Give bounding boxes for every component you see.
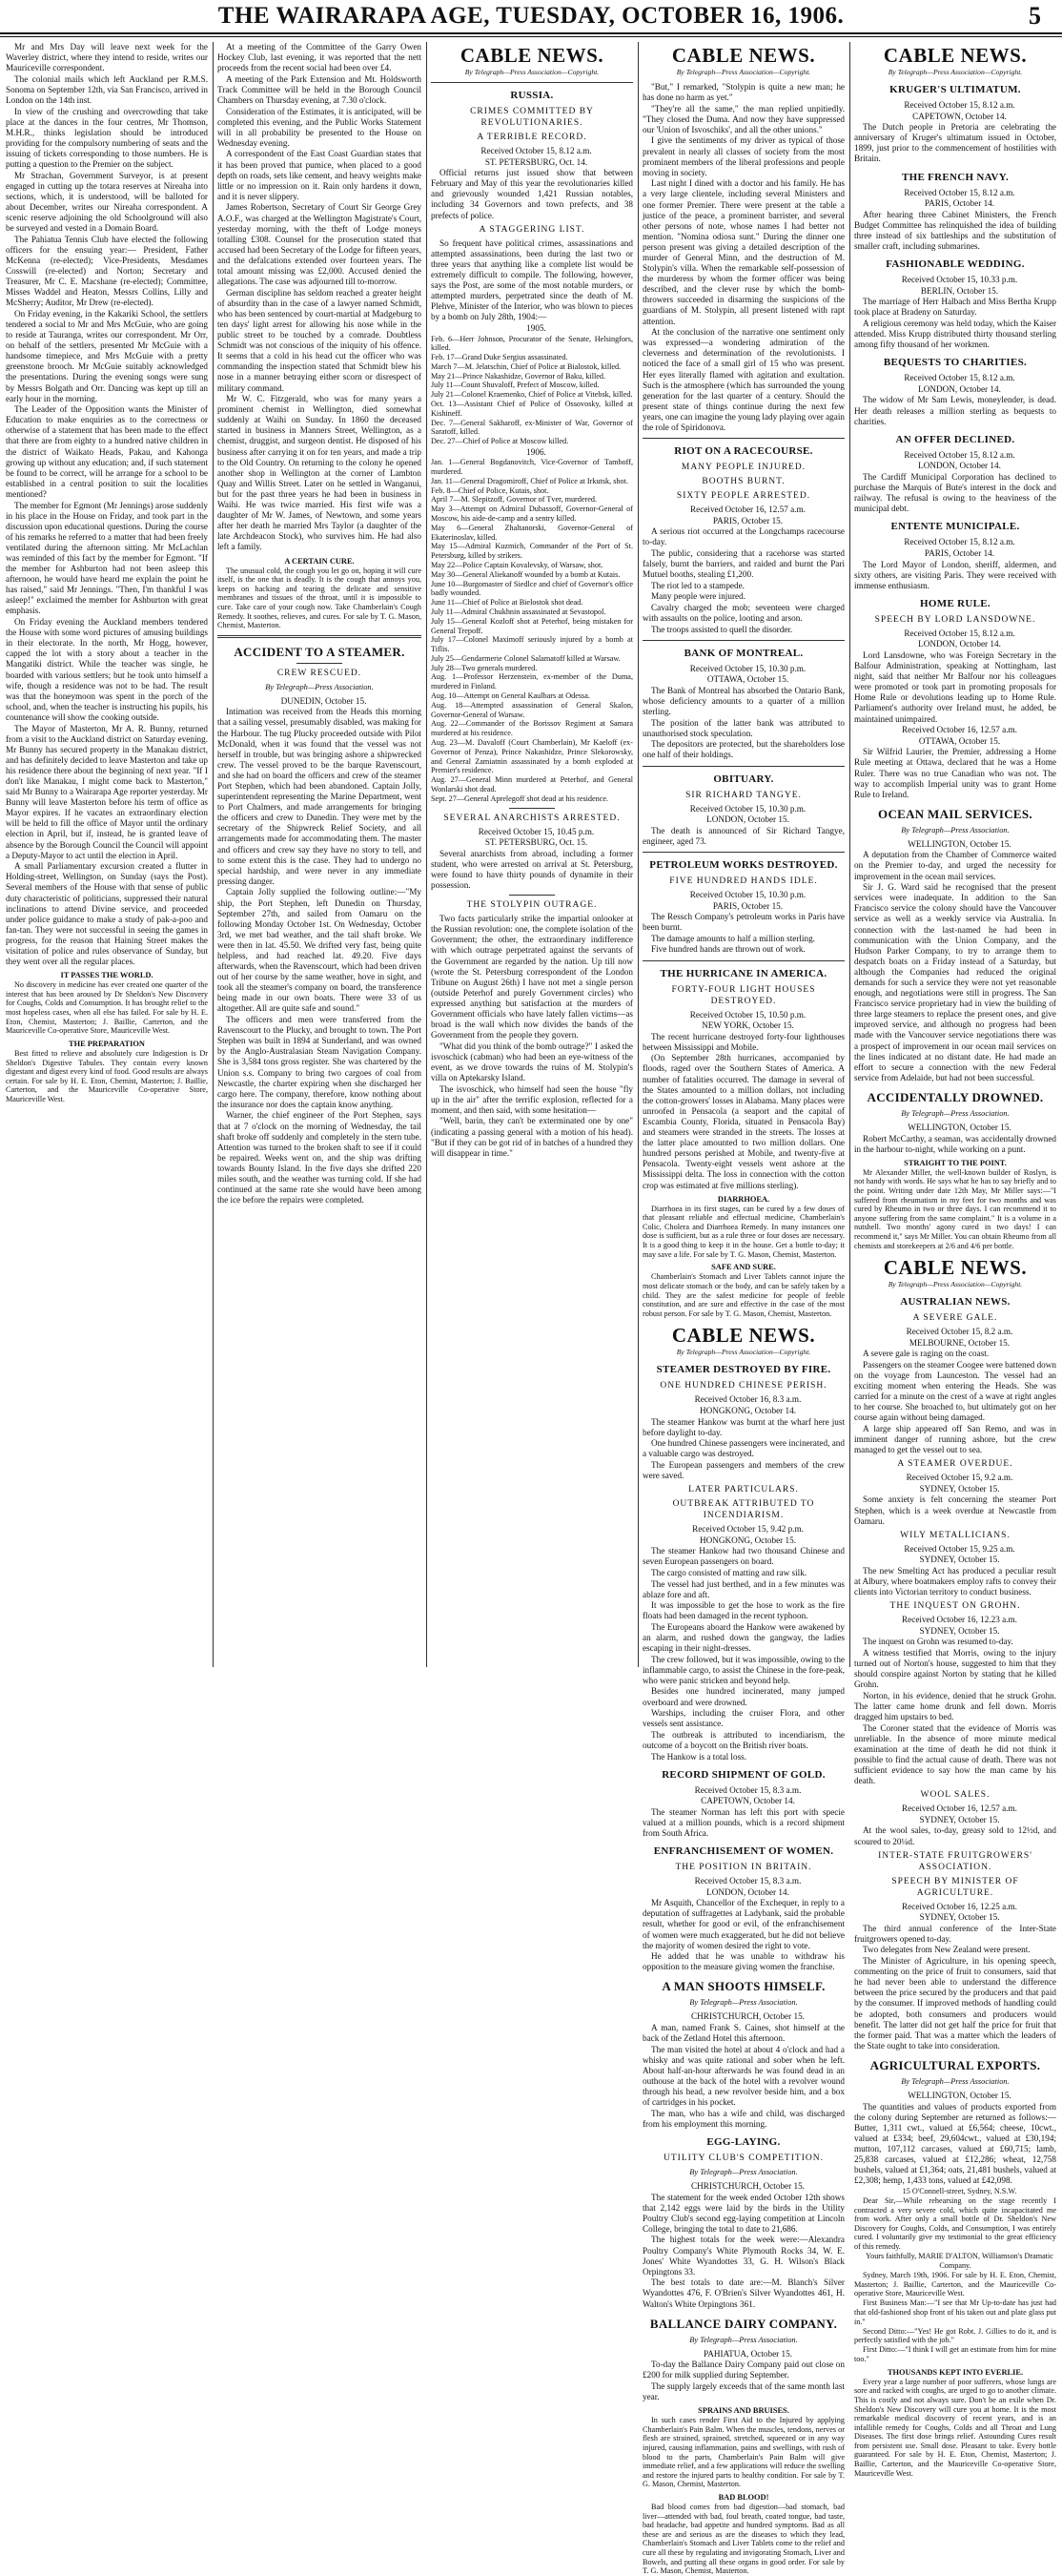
dateline: SYDNEY, October 15. [919,1912,1000,1923]
received-time: Received October 16, 8.3 a.m. [694,1394,802,1405]
dateline: PARIS, October 15. [712,900,784,911]
paragraph: Two facts particularly strike the impartial onlooker at the Russian revolution: one, the complete isolation of the Government; the other, the extraordinary indifference with which outrage perpetrated against the servants of the Government are regarded by the nation. Up till now (wrote the St. Petersburg correspondent of the London Tribune on August 26th) I have not met a single person (outside Peterhof and purely Government circles) who expressed anything but satisfaction at the murders of Government officials who have lately fallen victims—as broad is the wall which now divides the bands of the Government from the people they govern. [431,914,633,1041]
paragraph: Mr W. C. Fitzgerald, who was for many years a prominent chemist in Wellington, died somewhat suddenly at Waihi on Sunday. In 1860 the deceased started in business in Manners Street, Wellington, as a chemist, druggist, and surgeon dentist. He disposed of his business after carrying it on for ten years, and made a trip to the Old Country. On returning to the colony he opened another shop in Wellington at the corner of Lambton Quay and Willis Street. Later on he settled in Wanganui, but for the past three years he had been in business in Waihi. He was twice married. His first wife was a daughter of Mr W. James, of Newtown, and some years after her death he married Mrs Taylor (a daughter of the late Archdeacon Stock), who survives him. He had also left a family. [217,394,421,552]
paragraph: The man, who has a wife and child, was discharged from his employment this morning. [643,2108,845,2129]
subheadline: CREW RESCUED. [276,668,362,678]
paragraph: A man, named Frank S. Caines, shot himself at the back of the Zetland Hotel this afternoon. [643,2023,845,2044]
paragraph: The best totals to date are:—M. Blanch's Silver Wyandottes 476, F. O'Brien's Silver Wyandottes 461, H. Walton's White Orpingtons 361. [643,2277,845,2309]
paragraph: The new Smelting Act has produced a peculiar result at Albury, where boatmakers employ rafts to convey their clients into Victorian territory to conduct business. [854,1565,1056,1597]
section-rule [643,766,845,767]
paragraph: First Ditto:—"I think I will get an estimate from him for mine too." [854,2345,1056,2364]
headline: ACCIDENT TO A STEAMER. [234,644,405,659]
paragraph: "But," I remarked, "Stolypin is quite a new man; he has done no harm as yet." [643,82,845,103]
subheadline: THE INQUEST ON GROHN. [889,1601,1021,1612]
headline: THE FRENCH NAVY. [901,171,1010,183]
paragraph: On Friday evening, in the Kakariki School, the settlers tendered a social to Mr and Mrs McGuie, who are going to reside at Tauranga, writes our correspondent. Mr Orr, on behalf of the settlers, presented Mr McGuie with a handsome timepiece, and Mrs McGuie with a pretty greenstone brooch. Mr McGuie suitably acknowledged the presentations. During the evening songs were sung by Messrs Bolgath and Orr. Dancing was kept up till an early hour in the morning. [6,308,208,403]
paragraph: The steamer Hankow had two thousand Chinese and seven European passengers on board. [643,1546,845,1567]
received-time: Received October 15, 9.42 p.m. [692,1524,804,1535]
paragraph: The death is announced of Sir Richard Tangye, engineer, aged 73. [643,825,845,846]
headline: PETROLEUM WORKS DESTROYED. [649,858,838,871]
dateline: DUNEDIN, October 15. [280,695,367,706]
paragraph: The inquest on Grohn was resumed to-day. [863,1637,1013,1647]
dateline: HONGKONG, October 15. [699,1535,797,1545]
cable-news-banner: CABLE NEWS. [460,44,604,67]
received-time: Received October 15, 8.3 a.m. [694,1784,802,1795]
paragraph: I give the sentiments of my driver as typical of those prevalent in nearly all classes of society from the most prominent members of the liberal professions and people moving in society. [643,135,845,177]
advertisement-title: THE PREPARATION [69,1039,145,1048]
headline: BEQUESTS TO CHARITIES. [883,357,1028,369]
chronology-list: Jan. 1—General Bogdanovitch, Vice-Governor of Tamboff, murdered. Jan. 11—General Dragomiroff, Chief of Police at Irkutsk, shot. Feb. 8—Chief of Police, Kutais, shot. April 7—M. Slepitzoff, Governor of Tver, murdered. May 3—Attempt on Admiral Dubassoff, Governor-General of Moscow, his aide-de-camp and a sentry killed. May 6—General Zhaltanorski, Governor-General of Ekaterinoslav, killed. May 15—Admiral Kuzmich, Commander of the Port of St. Petersburg, killed by strikers. May 22—Police Captain Kovalevsky, of Warsaw, shot. May 30—General Aliekanoff wounded by a bomb at Kutais. June 10—Burgomaster of Siedlce and chief of Governor's office badly wounded. June 11—Chief of Police at Bielostok shot dead. July 11—Admiral Chukhnin assassinated at Sevastopol. July 15—General Kozloff shot at Peterhof, being mistaken for General Trepoff. July 17—Colonel Maximoff seriously injured by a bomb at Tiflis. July 25—Gendarmerie Colonel Salamatoff killed at Warsaw. July 28—Two generals murdered. Aug. 1—Professor Herzenstein, ex-member of the Duma, murdered in Finland. Aug. 10—Attempt on General Kaulbars at Odessa. Aug. 18—Attempted assassination of General Skalon, Governor-General of Warsaw. Aug. 22—Commander of the Borissov Regiment at Samara murdered at his residence. Aug. 23—M. Davaloff (Court Chamberlain), Mr Kaeloff (ex-Governor of Penza), Prince Nakashidze, Prince Slekorowsky, and General Zamiatnin assassinated by a bomb exploded at Premier's residence. Aug. 27—General Minn murdered at Peterhof, and General Wonlarski shot dead. Sept. 27—General Aprelegoff shot dead at his residence. [431,458,633,803]
paragraph: The officers and men were transferred from the Ravenscourt to the Plucky, and brought to town. The Port Stephen was built in 1894 at Sunderland, and was owned by the Anglo-Australasian Steam Navigation Company. She is 3,584 tons gross register. She was chartered by the Union s.s. Company to bring two cargoes of coal from Newcastle, the charter expiring when she discharged her cargo here. The company, therefore, know nothing about the insurance nor does the captain know anything. [217,1015,421,1109]
page-number: 5 [1029,2,1041,30]
cable-news-banner: CABLE NEWS. [883,44,1028,67]
dateline: SYDNEY, October 15. [919,1814,1000,1824]
dateline: LONDON, October 14. [918,639,1001,649]
received-time: Received October 15, 8.12 a.m. [904,100,1015,110]
paragraph: On Friday evening the Auckland members tendered the House with some word pictures of amusing buildings in their electorate. In the north, Mr Hogg, however, capped the lot with a story about a teacher in the Mangatiki district. While the teacher was single, he boarded with various settlers; but he took unto himself a wife, though a residence was not to be had. The result was that the honeymoon was spent in the porch of the school, and, when the teacher is instructing his pupils, his countenance will show the cooking outside. [6,617,208,722]
paragraph: The Pahiatua Tennis Club have elected the following officers for the ensuing year:— President, Father McKenna (re-elected); Vice-Presidents, Mesdames Cosswill (re-elected) and Norton; Secretary and Treasurer, Mr C. E. Macshane (re-elected); Committee, Misses Waddel and Heaton, Messrs Collins, Lilly and McSherry; Auditor, Mr Drew (re-elected). [6,234,208,308]
byline: By Telegraph—Press Association. [689,2167,798,2176]
paragraph: The man visited the hotel at about 4 o'clock and had a whisky and was quite rational and sober when he left. About half-an-hour afterwards he was found dead in an outhouse at the back of the hotel with a revolver wound through his head, a new revolver beside him, and a box of cartridges in his pocket. [643,2044,845,2108]
advertisement-text: In such cases render First Aid to the Injured by applying Chamberlain's Pain Balm. When the muscles, tendons, nerves or flesh are strained, sprained, stretched, squeezed or in any way injured, causing inflammation, pains and swellings, with rush of blood to the parts, Chamberlain's Pain Balm will give immediate relief, and a few applications will reduce the swelling and restore the injured parts to healthy condition. For sale by T. G. Mason, Chemist, Masterton. [643,2416,845,2489]
paragraph: Passengers on the steamer Coogee were battened down on the voyage from Launceston. The vessel had an exciting moment when entering the Heads. She was carried for a minute on the crest of a wave at right angles to her course. She broached to, but ultimately got on her course again without being damaged. [854,1359,1056,1423]
paragraph: Several anarchists from abroad, including a former student, who were arrested on arrival at St. Petersburg, were found to have thirty pounds of dynamite in their possession. [431,848,633,891]
short-rule [509,808,555,809]
advertisement-title: BAD BLOOD! [718,2492,769,2502]
subheadline: A STAGGERING LIST. [479,224,585,235]
headline: RUSSIA. [510,90,554,101]
byline: By Telegraph—Press Association. [901,825,1010,835]
dateline: CHRISTCHURCH, October 15. [691,2011,805,2022]
received-time: Received October 15, 8.12 a.m. [904,449,1015,460]
received-time: Received October 15, 10.50 p.m. [689,1009,807,1020]
paragraph: Mr Asquith, Chancellor of the Exchequer, in reply to a deputation of suffragettes at Ladybank, said the probable result, whether for good or evil, of the enfranchisement of women were much exaggerated, but he did not believe the majority of women desired the right to vote. [643,1898,845,1950]
received-time: Received October 16, 12.23 a.m. [902,1615,1017,1625]
received-time: Received October 16, 12.57 a.m. [902,725,1017,735]
dateline: SYDNEY, October 15. [919,1483,1000,1494]
paragraph: Norton, in his evidence, denied that he struck Grohn. The latter came home drunk and fell down. Morris dragged him upstairs to bed. [854,1690,1056,1722]
dateline: CAPETOWN, October 14. [912,111,1007,121]
paragraph: Two delegates from New Zealand were present. [863,1945,1031,1955]
paragraph: The Minister of Agriculture, in his opening speech, commenting on the price of fruit to consumers, said that he had never been able to understand the difference between the price secured by the producers and that paid by the consumer. If improved methods of handling could be adopted, both consumers and producers would benefit. The latter did not get half the price for fruit that the former paid. That was a matter which the leaders of the State ought to take into consideration. [854,1956,1056,2050]
received-time: Received October 16, 12.25 a.m. [902,1901,1017,1911]
subheadline: CRIMES COMMITTED BY REVOLUTIONARIES. [470,107,594,128]
headline: KRUGER'S ULTIMATUM. [889,84,1021,95]
paragraph: Robert McCarthy, a seaman, was accidentally drowned in the harbour to-night, while working on a punt. [854,1133,1056,1154]
paragraph: The steamer Hankow was burnt at the wharf here just before daylight to-day. [643,1416,845,1437]
headline: STEAMER DESTROYED BY FIRE. [656,1364,831,1376]
headline: FASHIONABLE WEDDING. [886,258,1025,271]
advertisement-text: Bad blood comes from bad digestion—bad stomach, bad liver—attended with bad, foul breath, coated tongue, bad taste, bad headache, bad appetite and hundred symptoms. Bad as all these are and serious as are the diseases to which they lead, Chamberlain's Stomach and Liver Tablets come to the relief and cure all these by regulating and invigorating Stomach, Liver and Bowels, and putting all these organs in good order. For sale by T. G. Mason, Chemist, Masterton. [643,2503,845,2576]
paragraph: "They're all the same," the man replied unpitiedly. "They closed the Duma. And now they have suppressed our 'Union of Isvoschiks', and all the other unions." [643,103,845,134]
dateline: OTTAWA, October 15. [918,735,1001,746]
paragraph: Captain Jolly supplied the following outline:—"My ship, the Port Stephen, left Dunedin on Thursday, September 27th, and sailed from Oamaru on the following Monday October 1st. On Wednesday, October 3rd, we met bad weather, and the tail shaft broke. We were then in lat. 45.50. We drifted very fast, being quite helpless, and had reached lat. 49.20. Five days afterwards, when the Ravenscourt, which had been driven out of her course by the same weather, hove in sight, and took all the steamer's company on board, the transference being made in our own boats. There were 33 of us altogether. All are quite safe and sound." [217,887,421,1014]
subheadline: THE STOLYPIN OUTRAGE. [466,900,598,911]
letter-address: 15 O'Connell-street, Sydney, N.S.W. [902,2186,1017,2195]
paragraph: A serious riot occurred at the Longchamps racecourse to-day. [643,526,845,547]
byline: By Telegraph—Press Association. [689,1998,798,2008]
paragraph: It was impossible to get the hose to work as the fire floats had been damaged in the recent typhoon. [643,1600,845,1621]
paragraph: Warner, the chief engineer of the Port Stephen, says that at 7 o'clock on the morning of Wednesday, the tail shaft broke off suddenly and completely in the stern tube. Attention was turned to the broken shaft to see if it could be repaired. Weeks went on, and the ship was drifting towards Bounty Island. In the five days she drifted 220 miles south, and the weather was turning cold. If she had continued at the same rate she would have been among the ice before the repairs were completed. [217,1110,421,1206]
paragraph: (On September 28th hurricanes, accompanied by floods, raged over the Southern States of America. A number of fatalities occurred. The damage in several of the States amounted to a million dollars, not including the cotton-growers' losses in Alabama. Many places were unroofed in Pensacola (a seaport and the capital of Escambia County, Florida, situated in Pensacola Bay) and steamers were stranded in the streets. The losses at the latter place amounted to two million dollars. One hundred persons perished at Mobile, and twenty-five at Pensacola. Twenty-eight vessels went ashore at the Mississippi delta. The loss in connection with the cotton crop was estimated at five millions sterling). [643,1053,845,1190]
byline: By Telegraph—Press Association. [901,1108,1010,1118]
dateline: ST. PETERSBURG, Oct. 15. [484,837,588,848]
paragraph: The Dutch people in Pretoria are celebrating the anniversary of Kruger's ultimatum issued in October, 1899, just prior to the commencement of hostilities with Britain. [854,122,1056,164]
received-time: Received October 15, 10.30 p.m. [689,663,807,673]
chronology-list: Feb. 6—Herr Johnson, Procurator of the Senate, Helsingfors, killed. Feb. 17—Grand Duke Sergius assassinated. March 7—M. Jelatschin, Chief of Police at Bialostok, killed. May 21—Prince Nakashidze, Governor of Baku, killed. July 11—Count Shuvaloff, Prefect of Moscow, killed. July 21—Colonel Kraemenko, Chief of Police at Vitebsk, killed. Oct. 13—Assistant Chief of Police of Ossovosky, killed at Kishineff. Dec. 7—General Sakharoff, ex-Minister of War, Governor of Saratoff, killed. Dec. 27—Chief of Police at Moscow killed. [431,334,633,446]
paragraph: At the wool sales, to-day, greasy sold to 12½d, and scoured to 20¼d. [854,1825,1056,1846]
advertisement-title: THOUSANDS KEPT INTO EVERLIE. [887,2367,1024,2377]
paragraph: The position of the latter bank was attributed to unauthorised stock speculation. [643,717,845,738]
paragraph: The third annual conference of the Inter-State fruitgrowers opened to-day. [854,1923,1056,1944]
advertisement-text: The unusual cold, the cough you let go on, hoping it will cure itself, is the one that is deadly. It is the cough that annoys you, keeps on hacking and tearing the delicate and sensitive membranes and tissues of the throat, until it is impossible to cure. Take care of your cough now. Take Chamberlain's Cough Remedy. It soothes, relieves, and cures. For sale by T. G. Mason, Chemist, Masterton. [217,566,421,630]
section-rule [643,438,845,439]
cable-news-banner: CABLE NEWS. [883,1256,1028,1280]
paragraph: A religious ceremony was held today, which the Kaiser attended. Miss Krupp distributed thirty thousand sterling among fifty thousand of her workmen. [854,319,1056,350]
dateline: WELLINGTON, October 15. [908,2090,1011,2100]
headline: RECORD SHIPMENT OF GOLD. [662,1768,826,1781]
subheadline: SPEECH BY LORD LANSDOWNE. [874,614,1036,625]
received-time: Received October 15, 9.2 a.m. [906,1473,1013,1483]
headline: OBITUARY. [713,773,774,785]
dateline: PARIS, October 14. [924,547,995,558]
paragraph: Cavalry charged the mob; seventeen were charged with assaults on the police, looting and arson. [643,602,845,624]
advertisement-text: Best fitted to relieve and absolutely cure Indigestion is Dr Sheldon's Digestive Tabules. They contain every known digestant and digest every kind of food. Good results are always certain. For sale by H. E. Eton, Chemist, Masterton; J. Baillie, Carterton, and the Mauriceville Co-operative Store, Mauriceville West. [6,1048,208,1103]
headline: ACCIDENTALLY DROWNED. [867,1089,1044,1104]
paragraph: The Coroner stated that the evidence of Morris was unreliable. In the absence of more minute medical examination at the time of death he did not think it possible to find the actual cause of death. There was not sufficient evidence to say how the man came by his death. [854,1722,1056,1786]
subheadline: A SEVERE GALE. [912,1313,998,1324]
letter-text: Dear Sir,—While rehearsing on the stage recently I contracted a very severe cold, which quite incapacitated me from work. After only a small bottle of Dr. Sheldon's New Discovery for Coughs, Colds, and Consumption, I was entirely cured. I voluntarily give my testimonial to the great efficiency of this remedy. [854,2196,1056,2252]
subheadline: A TERRIBLE RECORD. [477,133,587,142]
column-cable-news-world [639,42,848,2576]
dateline: OTTAWA, October 15. [706,674,789,685]
paragraph: The depositors are protected, but the shareholders lose one half of their holdings. [643,739,845,760]
subheadline: LATER PARTICULARS. [688,1485,799,1495]
received-time: Received October 15, 8.3 a.m. [694,1876,802,1886]
paragraph: Sir J. G. Ward said he recognised that the present services were inadequate. In addition to the San Francisco service the colony should have the Vancouver service as well as a weekly service via Australia. In connection with the last-named he had been in communication with the Union Company, and the Hudson Parker Company, to try to arrange them to despatch boats on a Friday instead of a Saturday, but although the Companies had reduced the original demands for such a service they were not yet reasonable enough, and negotiations were still in progress. The San Francisco service proprietary had in view the building of three large steamers to replace the present ones, and give improved service, and although no progress had been made with the Vancouver service negotiations there was a prospect of improvement in our ocean mail services on the lines indicated at no distant date. He had made an effort to secure a connection with the new Federal service from Adelaide, but had not been successful. [854,882,1056,1082]
byline: By Telegraph—Press Association. [265,682,374,691]
subheadline: UTILITY CLUB'S COMPETITION. [664,2153,824,2163]
received-time: Received October 15, 8.12 a.m. [904,628,1015,638]
paragraph: The highest totals for the week were:—Alexandra Poultry Company's White Plymouth Rocks 34, W. E. Jones' White Wyandottes 33, G. H. Wilson's Black Orpingtons 33. [643,2235,845,2277]
year-heading: 1906. [526,446,546,457]
received-time: Received October 16, 12.57 a.m. [690,505,806,515]
dateline: SYDNEY, October 15. [919,1625,1000,1636]
dateline: WELLINGTON, October 15. [908,838,1011,849]
paragraph: A large ship appeared off San Remo, and was in imminent danger of running ashore, but the crew managed to get the vessel out to sea. [854,1424,1056,1455]
paragraph: In view of the crushing and overcrowding that take place at the dances in the four centres, Mr Thomson, M.H.R., thinks legislation should be introduced providing for the compulsory numbering of seats and the issuing of tickets corresponding to those numbers. He is putting a question to the Premier on the subject. [6,106,208,170]
column-local-news-2 [214,42,425,1667]
subheadline: SIXTY PEOPLE ARRESTED. [676,491,811,502]
paragraph: The Europeans aboard the Hankow were awakened by an alarm, and rushed down the gangway, the ladies escaping in their night-dresses. [643,1621,845,1654]
dateline: BERLIN, October 15. [920,285,999,296]
advertisement-text: Diarrhoea in its first stages, can be cured by a few doses of that pleasant reliable and effectual medicine, Chamberlain's Colic, Cholera and Diarrhoea Remedy. In many instances one dose is sufficient, but as a rule three or four doses are necessary. It is a good thing to keep it in the house. Get a bottle to-day; it may save a life. For sale by T. G. Mason, Chemist, Masterton. [643,1204,845,1259]
paragraph: The outbreak is attributed to incendiarism, the outcome of a boycott on the British river boats. [643,1729,845,1750]
advertisement-title: IT PASSES THE WORLD. [60,971,153,980]
paragraph: The cargo consisted of matting and raw silk. [651,1567,807,1577]
dateline: ST. PETERSBURG, Oct. 14. [484,156,588,167]
paragraph: The public, considering that a racehorse was started falsely, burnt the barriers, and raided and burnt the Pari Mutuel booths, stealing £1,200. [643,547,845,580]
paragraph: A small Parliamentary excursion created a flutter in Holding-street, Wellington, on Sunday (says the Post). Several members of the House with that sense of public duty characteristic of politicians, suppressed their natural inclinations to attend Divine service, and proceeded under police guidance to make a study of pak-a-poo and fan-tan. They were not successful in seeing the games in progress, for the reason that Haining Street makes the visitation of police and rules observance of Sunday, but they went over all the regular places. [6,861,208,967]
dateline: LONDON, October 14. [918,461,1001,471]
paragraph: The isvoschick, who himself had seen the house "fly up in the air" after the terrific explosion, reflected for a moment, and then said, with some hesitation— [431,1083,633,1115]
newspaper-title: THE WAIRARAPA AGE, TUESDAY, OCTOBER 16, 1906. [217,3,845,29]
cable-news-banner: CABLE NEWS. [671,1324,816,1348]
received-time: Received October 15, 8.2 a.m. [906,1327,1013,1337]
paragraph: German discipline has seldom reached a greater height of absurdity than in the case of a lawyer named Schmidt, who has been sentenced by court-martial at Madgeburg to ten days' light arrest for allowing his nose while in the public street to be touched by a comrade. Doubtless Schmidt was not conscious of the iniquity of his offence. It seems that a cold in his head cut the officer who was commanding the inspection stated that Schmidt blew his nose in a manner betraying either scorn or disrespect of military command. [217,287,421,393]
paragraph: To-day the Ballance Dairy Company paid out close on £200 for milk supplied during September. [643,2360,845,2380]
received-time: Received October 15, 10.30 p.m. [689,803,807,814]
subheadline: MANY PEOPLE INJURED. [681,463,807,473]
dateline: HONGKONG, October 14. [699,1405,797,1415]
advertisement-text: Chamberlain's Stomach and Liver Tablets cannot injure the most delicate stomach or the body, and can be safely taken by a child. They are the safest medicine for people of feeble constitution, and are sure and effective in the case of the most robust person. For sale by T. G. Mason, Chemist, Masterton. [643,1272,845,1318]
dateline: CHRISTCHURCH, October 15. [691,2180,805,2191]
paragraph: Mr Strachan, Government Surveyor, is at present engaged in cutting up the totara reserves at Nireaha into sections, which, it is understood, will be balloted for about December, writes our Nireaha correspondent. A scenic reserve adjoining the old Schoolground will also be surveyed and vested in a Domain Board. [6,170,208,234]
paragraph: Consideration of the Estimates, it is anticipated, will be completed this evening, and the Public Works Statement will in all probability be presented to the House on Wednesday evening. [217,106,421,148]
dateline: LONDON, October 14. [706,1886,789,1897]
dateline: WELLINGTON, October 15. [908,1122,1011,1132]
paragraph: The Ressch Company's petroleum works in Paris have been burnt. [643,912,845,933]
letter-note: Sydney, March 19th, 1906. For sale by H. E. Eton, Chemist, Masterton; J. Baillie, Carterton, and the Mauriceville Co-operative Store, Mauriceville West. [854,2271,1056,2298]
dateline: LONDON, October 15. [706,814,789,825]
subheadline: A STEAMER OVERDUE. [897,1459,1013,1470]
advertisement-title: DIARRHOEA. [717,1194,770,1204]
paragraph: One hundred Chinese passengers were incinerated, and a valuable cargo was destroyed. [643,1438,845,1459]
paragraph: A meeting of the Park Extension and Mt. Holdsworth Track Committee will be held in the Borough Council Chambers on Thursday evening, at 7.30 o'clock. [217,73,421,105]
headline: RIOT ON A RACECOURSE. [674,445,813,458]
subheadline: WOOL SALES. [920,1790,991,1801]
advertisement-title: SAFE AND SURE. [711,1263,776,1272]
received-time: Received October 15, 8.12 a.m. [904,537,1015,547]
paragraph: Official returns just issued show that between February and May of this year the revolutionaries killed and grievously wounded 1,421 Russian notables, including 34 Governors and town prefects, and 38 prefects of police. [431,168,633,220]
paragraph: The Lord Mayor of London, sheriff, aldermen, and sixty others, are visiting Paris. They were received with immense enthusiasm. [854,559,1056,590]
masthead [0,0,1062,34]
paragraph: The Hankow is a total loss. [651,1751,747,1762]
paragraph: The quantities and values of products exported from the colony during September are returned as follows:—Butter, 1,311 cwt., valued at £6,564; cheese, 10cwt., valued at £334; beef, 29,604cwt., valued at £30,194; mutton, 107,112 carcases, valued at £60,715; lamb, 25,838 carcases, valued at £12,286; wheat, 12,758 bushels, valued at £1,364; oats, 21,481 bushels, valued at £2,308; hemp, 1,433 tons, valued at £42,098. [854,2101,1056,2186]
year-heading: 1905. [526,322,546,333]
cable-news-banner: CABLE NEWS. [671,44,816,67]
byline: By Telegraph—Press Association—Copyright. [888,68,1023,76]
paragraph: A witness testified that Morris, owing to the injury turned out of Norton's house, suggested to him that they should conspire against Norton by stating that he killed Grohn. [854,1648,1056,1690]
byline: By Telegraph—Press Association—Copyright. [676,68,811,76]
paragraph: Some anxiety is felt concerning the steamer Port Stephen, which is a week overdue at Newcastle from Oamaru. [854,1494,1056,1526]
dateline: MELBOURNE, October 15. [909,1337,1011,1348]
paragraph: The steamer Norman has left this port with specie valued at a million pounds, which is a record shipment from South Africa. [643,1806,845,1838]
section-rule [431,82,633,83]
paragraph: The statement for the week ended October 12th shows that 2,142 eggs were laid by the birds in the Utility Poultry Club's second egg-laying competition at Lincoln College, bringing the total to date to 21,686. [643,2192,845,2234]
paragraph: After hearing three Cabinet Ministers, the French Budget Committee has relinquished the idea of building three instead of six battleships and the substitution of smaller craft, including submarines. [854,209,1056,252]
headline: AN OFFER DECLINED. [895,433,1015,445]
received-time: Received October 15, 8.12 a.m. [904,373,1015,383]
byline: By Telegraph—Press Association—Copyright. [676,1348,811,1357]
section-rule [643,960,845,961]
advertisement-title: A CERTAIN CURE. [284,556,355,566]
dateline: PARIS, October 15. [712,515,784,526]
paragraph: A deputation from the Chamber of Commerce waited on the Premier to-day, and urged the necessity for improvement in the ocean mail services. [854,850,1056,881]
subheadline: ONE HUNDRED CHINESE PERISH. [660,1381,827,1391]
paragraph: The supply largely exceeds that of the same month last year. [643,2380,845,2401]
received-time: Received October 16, 12.57 a.m. [902,1803,1017,1814]
short-rule [296,663,342,664]
paragraph: First Business Man:—"I see that Mr Up-to-date has just had that old-fashioned shop front of his taken out and plate glass put in." [854,2298,1056,2326]
subheadline: WILY METALLICIANS. [900,1530,1011,1540]
received-time: Received October 15, 9.25 a.m. [904,1543,1015,1554]
paragraph: A severe gale is raging on the coast. [863,1349,990,1359]
paragraph: The riot led to a stampede. [651,580,745,590]
byline: By Telegraph—Press Association—Copyright. [888,1280,1023,1289]
short-rule [509,895,555,896]
paragraph: Lord Lansdowne, who was Foreign Secretary in the Balfour Administration, speaking at Nottingham, last night, said that neither Mr Balfour nor his colleagues were promoted or took part in promoting proposals for Home Rule or devolutions leading up to Home Rule. Parliament's authority over Ireland must, he added, be maintained unimpaired. [854,649,1056,724]
section-rule [217,635,421,638]
byline: By Telegraph—Press Association—Copyright. [464,68,600,76]
advertisement-title: STRAIGHT TO THE POINT. [904,1158,1007,1167]
paragraph: The marriage of Herr Halbach and Miss Bertha Krupp took place at Bradeny on Saturday. [854,297,1056,318]
paragraph: "Well, barin, they can't be exterminated one by one" (indicating a passing general with a motion of his head). "But if they can be got rid of in batches of a hundred they will disappear in time." [431,1116,633,1158]
subheadline: OUTBREAK ATTRIBUTED TO INCENDIARISM. [672,1499,815,1521]
paragraph: The member for Egmont (Mr Jennings) arose suddenly in his place in the House on Friday, and took part in the discussion upon educational questions. During the course of his remarks he referred to a matter that had been freely ventilated during the afternoon sitting. Mr McLachlan was reminded of this fact by the member for Egmont. "If the member for Ashburton had not been asleep this afternoon, he would have heard me explain the point he has raised," said Mr Jennings. "Then, I'm thankful I was asleep!" exclaimed the member for Ashburton with great emphasis. [6,500,208,616]
byline: By Telegraph—Press Association. [689,2335,798,2344]
dateline: SYDNEY, October 15. [919,1555,1000,1565]
paragraph: At a meeting of the Committee of the Garry Owen Hockey Club, last evening, it was reported that the nett proceeds from the recent social had been over £4. [217,42,421,73]
received-time: Received October 15, 8.12 a.m. [904,187,1015,197]
paragraph: "What did you think of the bomb outrage?" I asked the isvoschick (cabman) who had been an eye-witness of the event, as we drove towards the ruins of M. Stolypin's villa on Aptekarsky Island. [431,1041,633,1083]
paragraph: The recent hurricane destroyed forty-four lighthouses between Mississippi and Mobile. [643,1031,845,1052]
dateline: PARIS, October 14. [924,198,995,209]
received-time: Received October 15, 10.30 p.m. [689,889,807,899]
paragraph: Second Ditto:—"Yes! He got Robt. J. Gillies to do it, and is perfectly satisfied with the job." [854,2326,1056,2345]
advertisement-text: No discovery in medicine has ever created one quarter of the interest that has been aroused by Dr Sheldon's New Discovery for Coughs, Colds and Consumption. It has brought relief to the most hopeless cases, when all else has failed. For sale by H. E. Eton, Chemist, Masterton; J. Baillie, Carterton, and the Mauriceville Co-operative Store, Mauriceville West. [6,980,208,1036]
received-time: Received October 15, 10.45 p.m. [478,826,595,836]
letter-signature: Yours faithfully, MARIE D'ALTON, Williamson's Dramatic Company. [866,2252,1053,2270]
headline: ENFRANCHISEMENT OF WOMEN. [653,1845,834,1858]
headline: EGG-LAYING. [706,2135,781,2148]
paragraph: James Robertson, Secretary of Court Sir George Grey A.O.F., was charged at the Wellington Magistrate's Court, yesterday morning, with the theft of Lodge moneys totalling £308. Counsel for the prosecution stated that accused had been Secretary of the Lodge for fifteen years, and the defalcations extended over fourteen years. The total amount missing was £2,000. Accused denied the allegations. The case was adjourned till to-morrow. [217,202,421,287]
paragraph: Last night I dined with a doctor and his family. He has a very large clientele, including several Ministers and one former Premier. There were present at the table a justice of the peace, a prominent barrister, and several other persons of note, whose names I had better not mention. "Nomina odiosa sunt." During the dinner one person present was giving a detailed description of the murder of General Minn, and the destruction of M. Stolypin's villa. When the remarkable self-possession of the murderess by whom the former officer was being described, and the clever ruse by which the bomb-throwers succeeded in disarming the suspicions of the guardians of M. Stolypin, all present listened with rapt attention. [643,178,845,326]
headline: BALLANCE DAIRY COMPANY. [649,2316,838,2331]
paragraph: The troops assisted to quell the disorder. [651,624,793,634]
paragraph: Five hundred hands are thrown out of work. [651,944,806,955]
paragraph: Many people were injured. [651,591,745,602]
advertisement-text: Every year a large number of poor sufferers, whose lungs are sore and racked with coughs, are urged to go to another climate. This is costly and not always sure. Don't be an exile when Dr. Sheldon's New Discovery will cure you at home. It is the most remarkable medical discovery of recent years, and is an infallible remedy for Coughs, Colds and all Throat and Lung Diseases. The first dose brings relief. Astounding Cures result from persistent use. Small dose. Pleasant to take. Every bottle guaranteed. For sale by H. E. Eton, Chemist, Masterton; J. Baillie, Carterton, and the Mauriceville Co-operative Store, Mauriceville West. [854,2377,1056,2478]
headline: THE HURRICANE IN AMERICA. [660,967,827,979]
paragraph: A correspondent of the East Coast Guardian states that it has been proved that pumice, when placed to a good depth on roads, sets like cement, and heavy weights make little or no impression on it. Rain only hardens it down, and it is never slippery. [217,149,421,201]
subheadline: FORTY-FOUR LIGHT HOUSES DESTROYED. [671,984,816,1006]
paragraph: The damage amounts to half a million sterling. [651,933,815,943]
paragraph: He added that he was unable to withdraw his opposition to the measure giving women the franchise. [643,1951,845,1972]
subheadline: SEVERAL ANARCHISTS ARRESTED. [443,813,621,823]
paragraph: Besides one hundred incinerated, many jumped overboard and were drowned. [643,1686,845,1707]
subheadline: BOOTHS BURNT. [702,477,786,487]
received-time: Received October 15, 10.33 p.m. [901,275,1018,285]
subheadline: THE POSITION IN BRITAIN. [675,1863,812,1873]
headline: ENTENTE MUNICIPALE. [890,521,1020,533]
subheadline: INTER-STATE FRUITGROWERS' ASSOCIATION. [878,1850,1032,1872]
paragraph: At the conclusion of the narrative one sentiment only was expressed—a wondering admiration of the cleverness and determination of the revolutionists. I noticed the face of a small girl of 15 who was present. Her eyes literally flamed with agitation and exultation. Such is the atmosphere (which has surrounded the young generation for the last quarter of a century. Should the present state of things continue during the next few years, one can imagine the young lady playing over again the role of Spiridonova. [643,327,845,432]
section-rule [643,852,845,853]
paragraph: The colonial mails which left Auckland per R.M.S. Sonoma on September 12th, via San Francisco, arrived in London on the 14th inst. [6,73,208,105]
advertisement-title: SPRAINS AND BRUISES. [698,2406,789,2416]
received-time: Received October 15, 8.12 a.m. [480,146,592,155]
column-cable-news-russia [427,42,637,1667]
paragraph: The widow of Mr Sam Lewis, moneylender, is dead. Her death releases a million sterling as bequests to charities. [854,395,1056,426]
subheadline: FIVE HUNDRED HANDS IDLE. [669,876,818,886]
paragraph: The Leader of the Opposition wants the Minister of Education to make enquiries as to the correctness or otherwise of a statement that has been made to the effect that there are from eighty to a hundred native children in the district of Waikato Heads, Pakau, and Kahonga growing up without any education; and, if such statement be found to be correct, will he arrange for a school to be established in a central position to suit the localities mentioned? [6,404,208,499]
paragraph: Sir Wilfrid Laurier, the Premier, addressing a Home Rule meeting at Ottawa, declared that he was a Home Ruler. There was no true Canadian who was not. The way to accomplish Imperial unity was to grant Home Rule to Ireland. [854,747,1056,799]
headline: AGRICULTURAL EXPORTS. [869,2057,1041,2072]
headline: OCEAN MAIL SERVICES. [878,806,1032,821]
advertisement-text: Mr Alexander Miller, the well-known builder of Roslyn, is not handy with words. He says what he has to say briefly and to the point. Writing under date 12th May, Mr Miller says:—"I suffered from rheumatism in my feet for two months and was cured by Rheumo in two or three days. I can recommend it to anyone suffering from the same complaint." It is a volume in a nutshell. Two months' agony cured in two days! I can recommend it," says Mr Miller. You can obtain Rheumo from all chemists and storekeepers at 2/6 and 4/6 per bottle. [854,1167,1056,1250]
dateline: CAPETOWN, October 14. [701,1796,795,1806]
paragraph: The European passengers and members of the crew were saved. [643,1459,845,1480]
headline: HOME RULE. [920,597,991,609]
dateline: LONDON, October 14. [918,383,1001,394]
headline: BANK OF MONTREAL. [684,647,804,659]
headline: A MAN SHOOTS HIMSELF. [662,1979,826,1994]
paragraph: The crew followed, but it was impossible, owing to the inflammable cargo, to assist the Chinese in the fore-peak, who were panic stricken and beyond help. [643,1654,845,1685]
column-cable-news-empire [850,42,1060,2478]
paragraph: Warships, including the cruiser Flora, and other vessels sent assistance. [643,1708,845,1729]
subheadline: SIR RICHARD TANGYE. [685,790,802,800]
paragraph: Intimation was received from the Heads this morning that a sailing vessel, presumably disabled, was making for the Harbour. The tug Plucky proceeded outside with Pilot McDonald, when it was found that the vessel was not herself in trouble, but was bringing ashore a shipwrecked crew. The vessel proved to be the barque Ravenscourt, and she had on board the officers and crew of the steamer Port Stephen, which had been abandoned. Captain Jolly, superintendent representing the Marine Department, went to Port Chalmers, and made arrangements for bringing the officers and crew to Dunedin. They were met by the secretary of the Shipwreck Relief Society, and all arrangements made for accommodating them. The master and officers and crew say they have no story to tell, and to some extent this is the case. They had to undergo no special hardship, and were never in any immediate pressing danger. [217,707,421,886]
paragraph: The vessel had just berthed, and in a few minutes was ablaze fore and aft. [643,1578,845,1599]
headline: AUSTRALIAN NEWS. [900,1296,1011,1309]
masthead-rule [0,36,1062,37]
paragraph: The Mayor of Masterton, Mr A. R. Bunny, returned from a visit to the Auckland district on Saturday evening. Mr Bunny has secured property in the Manakau district, and has definitely decided to leave Masterton and take up his residence there about the beginning of next year. "If I don't like Manakau, I might come back to Masterton," said Mr Bunny to a Wairarapa Age reporter yesterday. Mr Bunny will leave Masterton before his term of office as Mayor expires. If he vacates an extraordinary election will be held to fill the office of Mayor until the ordinary election in April, but if, instead, he is granted leave of absence by the Borough Council the Council will appoint a Deputy-Mayor to act until the election in April. [6,723,208,860]
column-local-news-1 [2,42,212,1667]
section-rule [643,640,845,641]
paragraph: The Bank of Montreal has absorbed the Ontario Bank, whose deficiency amounts to a quarter of a million sterling. [643,685,845,717]
byline: By Telegraph—Press Association. [901,2076,1010,2086]
paragraph: Mr and Mrs Day will leave next week for the Waverley district, where they intend to reside, writes our Mauriceville correspondent. [6,42,208,73]
paragraph: The Cardiff Municipal Corporation has declined to purchase the Marquis of Bute's interest in the dock and railway. The refusal is owing to the heaviness of the municipal debt. [854,471,1056,514]
paragraph: So frequent have political crimes, assassinations and attempted assassinations, been during the last two or three years that anything like a complete list would be extremely difficult to compile. The following, however, says the Post, are some of the most notable murders, or attempted murders, perpetrated since the death of M. Plehve, Minister of the Interior, who was blown to pieces by a bomb on July 28th, 1904:— [431,237,633,322]
subheadline: SPEECH BY MINISTER OF AGRICULTURE. [891,1876,1019,1898]
dateline: PAHIATUA, October 15. [703,2348,793,2359]
dateline: NEW YORK, October 15. [702,1020,794,1031]
